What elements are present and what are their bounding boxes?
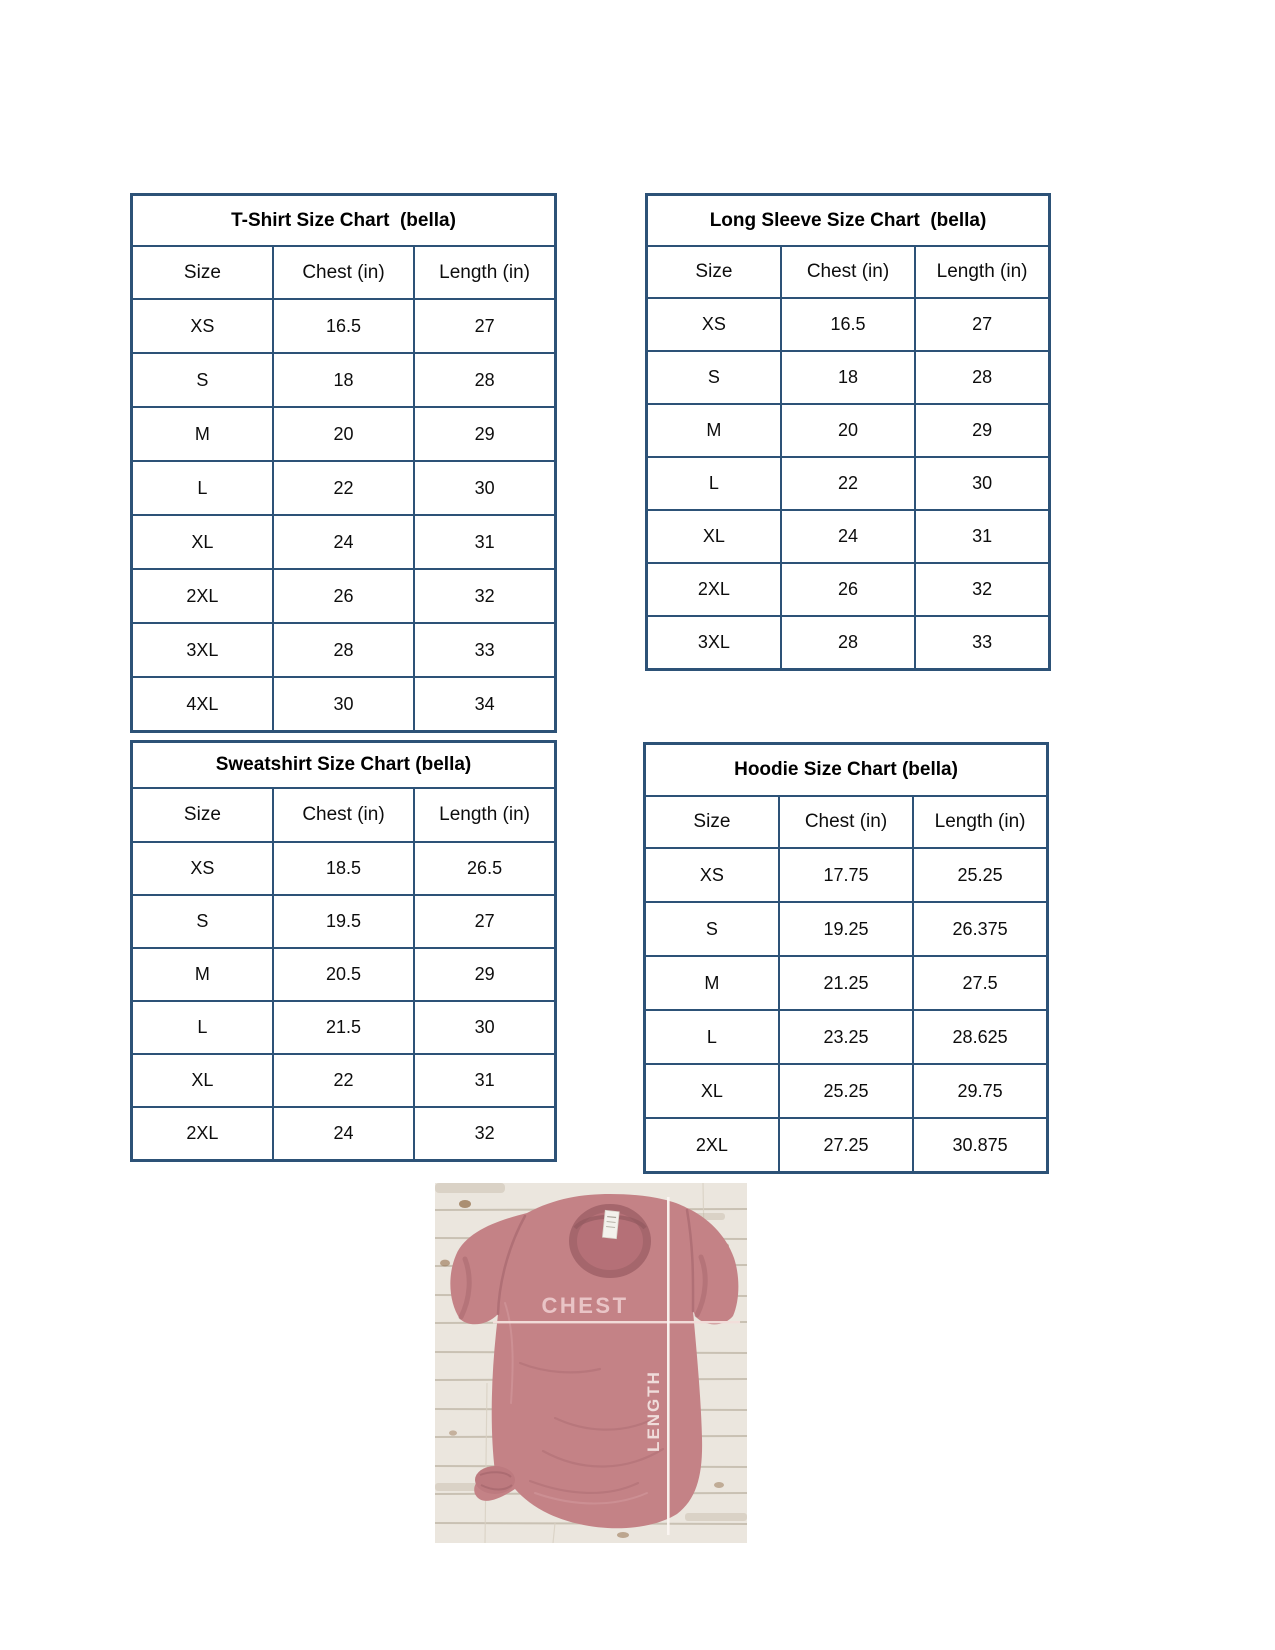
header-row [132, 246, 556, 299]
care-tag-icon [602, 1210, 619, 1238]
hoodie-table-title: Hoodie Size Chart (bella) [645, 744, 1048, 797]
header-row [132, 788, 556, 842]
table-row [645, 1010, 1048, 1064]
column-header: Size [647, 246, 781, 298]
cell-size: S [645, 902, 779, 956]
column-header: Size [645, 796, 779, 848]
cell-size: XS [132, 842, 273, 895]
cell-size: 3XL [647, 616, 781, 670]
table-row [645, 848, 1048, 902]
cell-value: 26.375 [913, 902, 1047, 956]
tshirt-photo [450, 1194, 740, 1535]
cell-size: L [132, 461, 273, 515]
cell-value: 20 [781, 404, 915, 457]
column-header: Length (in) [414, 788, 555, 842]
cell-size: L [645, 1010, 779, 1064]
table-row [132, 895, 556, 948]
tshirt-collar [563, 1197, 657, 1283]
cell-value: 27 [915, 298, 1049, 351]
longsleeve-table-title: Long Sleeve Size Chart (bella) [647, 195, 1050, 247]
cell-value: 32 [414, 569, 555, 623]
table-row [132, 842, 556, 895]
table-row [647, 404, 1050, 457]
cell-value: 16.5 [273, 299, 414, 353]
column-header: Chest (in) [273, 246, 414, 299]
table-row [132, 1107, 556, 1161]
cell-value: 19.5 [273, 895, 414, 948]
table-row [132, 569, 556, 623]
table-row [132, 1054, 556, 1107]
cell-size: M [645, 956, 779, 1010]
column-header: Size [132, 246, 273, 299]
cell-value: 22 [781, 457, 915, 510]
cell-size: XL [645, 1064, 779, 1118]
cell-value: 28 [414, 353, 555, 407]
size-chart-longsleeve [645, 193, 1051, 671]
cell-value: 28.625 [913, 1010, 1047, 1064]
cell-value: 28 [915, 351, 1049, 404]
cell-size: XS [645, 848, 779, 902]
cell-value: 30 [273, 677, 414, 732]
table-row [647, 510, 1050, 563]
cell-value: 18.5 [273, 842, 414, 895]
table-row [132, 353, 556, 407]
cell-value: 31 [414, 515, 555, 569]
cell-size: S [132, 353, 273, 407]
cell-value: 17.75 [779, 848, 913, 902]
cell-size: XL [132, 1054, 273, 1107]
column-header: Chest (in) [781, 246, 915, 298]
cell-value: 19.25 [779, 902, 913, 956]
table-row [647, 616, 1050, 670]
size-chart-sweatshirt [130, 740, 557, 1162]
cell-size: XL [132, 515, 273, 569]
table-row [132, 515, 556, 569]
cell-size: L [647, 457, 781, 510]
chest-line [493, 1321, 740, 1323]
cell-value: 24 [273, 1107, 414, 1161]
cell-value: 18 [781, 351, 915, 404]
column-header: Chest (in) [779, 796, 913, 848]
column-header: Length (in) [915, 246, 1049, 298]
cell-value: 21.25 [779, 956, 913, 1010]
cell-value: 24 [781, 510, 915, 563]
cell-value: 30 [414, 461, 555, 515]
cell-size: S [647, 351, 781, 404]
table-row [647, 563, 1050, 616]
tshirt-table-title: T-Shirt Size Chart (bella) [132, 195, 556, 247]
sweatshirt-table [130, 740, 557, 1162]
cell-value: 27.5 [913, 956, 1047, 1010]
cell-value: 31 [414, 1054, 555, 1107]
cell-size: 2XL [132, 1107, 273, 1161]
table-row [645, 902, 1048, 956]
cell-value: 30 [414, 1001, 555, 1054]
longsleeve-table [645, 193, 1051, 671]
column-header: Size [132, 788, 273, 842]
hoodie-table [643, 742, 1049, 1174]
length-line [667, 1197, 670, 1535]
cell-value: 22 [273, 461, 414, 515]
cell-size: XL [647, 510, 781, 563]
table-row [647, 457, 1050, 510]
cell-value: 26 [781, 563, 915, 616]
size-chart-tshirt [130, 193, 557, 733]
cell-size: M [132, 948, 273, 1001]
table-row [132, 461, 556, 515]
table-row [647, 351, 1050, 404]
cell-size: XS [132, 299, 273, 353]
cell-size: L [132, 1001, 273, 1054]
table-row [645, 1118, 1048, 1173]
table-row [132, 623, 556, 677]
cell-value: 29 [414, 948, 555, 1001]
cell-value: 27 [414, 299, 555, 353]
cell-value: 31 [915, 510, 1049, 563]
cell-value: 32 [915, 563, 1049, 616]
product-photo [435, 1183, 747, 1543]
cell-value: 27.25 [779, 1118, 913, 1173]
tshirt-knot [475, 1466, 515, 1494]
cell-size: M [132, 407, 273, 461]
cell-value: 24 [273, 515, 414, 569]
size-chart-hoodie [643, 742, 1049, 1174]
cell-size: M [647, 404, 781, 457]
cell-value: 29.75 [913, 1064, 1047, 1118]
cell-value: 25.25 [913, 848, 1047, 902]
tshirt-table [130, 193, 557, 733]
cell-value: 33 [915, 616, 1049, 670]
cell-value: 21.5 [273, 1001, 414, 1054]
table-row [647, 298, 1050, 351]
column-header: Length (in) [913, 796, 1047, 848]
cell-value: 32 [414, 1107, 555, 1161]
cell-value: 25.25 [779, 1064, 913, 1118]
cell-value: 22 [273, 1054, 414, 1107]
cell-size: S [132, 895, 273, 948]
cell-size: 4XL [132, 677, 273, 732]
column-header: Chest (in) [273, 788, 414, 842]
cell-size: XS [647, 298, 781, 351]
header-row [645, 796, 1048, 848]
cell-value: 18 [273, 353, 414, 407]
cell-size: 2XL [647, 563, 781, 616]
cell-value: 28 [273, 623, 414, 677]
cell-value: 23.25 [779, 1010, 913, 1064]
cell-size: 3XL [132, 623, 273, 677]
table-row [645, 1064, 1048, 1118]
cell-value: 30 [915, 457, 1049, 510]
cell-value: 29 [915, 404, 1049, 457]
cell-value: 28 [781, 616, 915, 670]
length-label: LENGTH [644, 1370, 663, 1452]
table-row [132, 1001, 556, 1054]
cell-value: 27 [414, 895, 555, 948]
cell-value: 29 [414, 407, 555, 461]
cell-value: 34 [414, 677, 555, 732]
sweatshirt-table-title: Sweatshirt Size Chart (bella) [132, 742, 556, 789]
cell-value: 16.5 [781, 298, 915, 351]
chest-label: CHEST [541, 1293, 629, 1318]
column-header: Length (in) [414, 246, 555, 299]
table-row [132, 299, 556, 353]
cell-size: 2XL [645, 1118, 779, 1173]
header-row [647, 246, 1050, 298]
cell-value: 20 [273, 407, 414, 461]
cell-value: 20.5 [273, 948, 414, 1001]
table-row [132, 677, 556, 732]
table-row [132, 407, 556, 461]
cell-size: 2XL [132, 569, 273, 623]
cell-value: 33 [414, 623, 555, 677]
table-row [132, 948, 556, 1001]
cell-value: 30.875 [913, 1118, 1047, 1173]
cell-value: 26.5 [414, 842, 555, 895]
cell-value: 26 [273, 569, 414, 623]
table-row [645, 956, 1048, 1010]
